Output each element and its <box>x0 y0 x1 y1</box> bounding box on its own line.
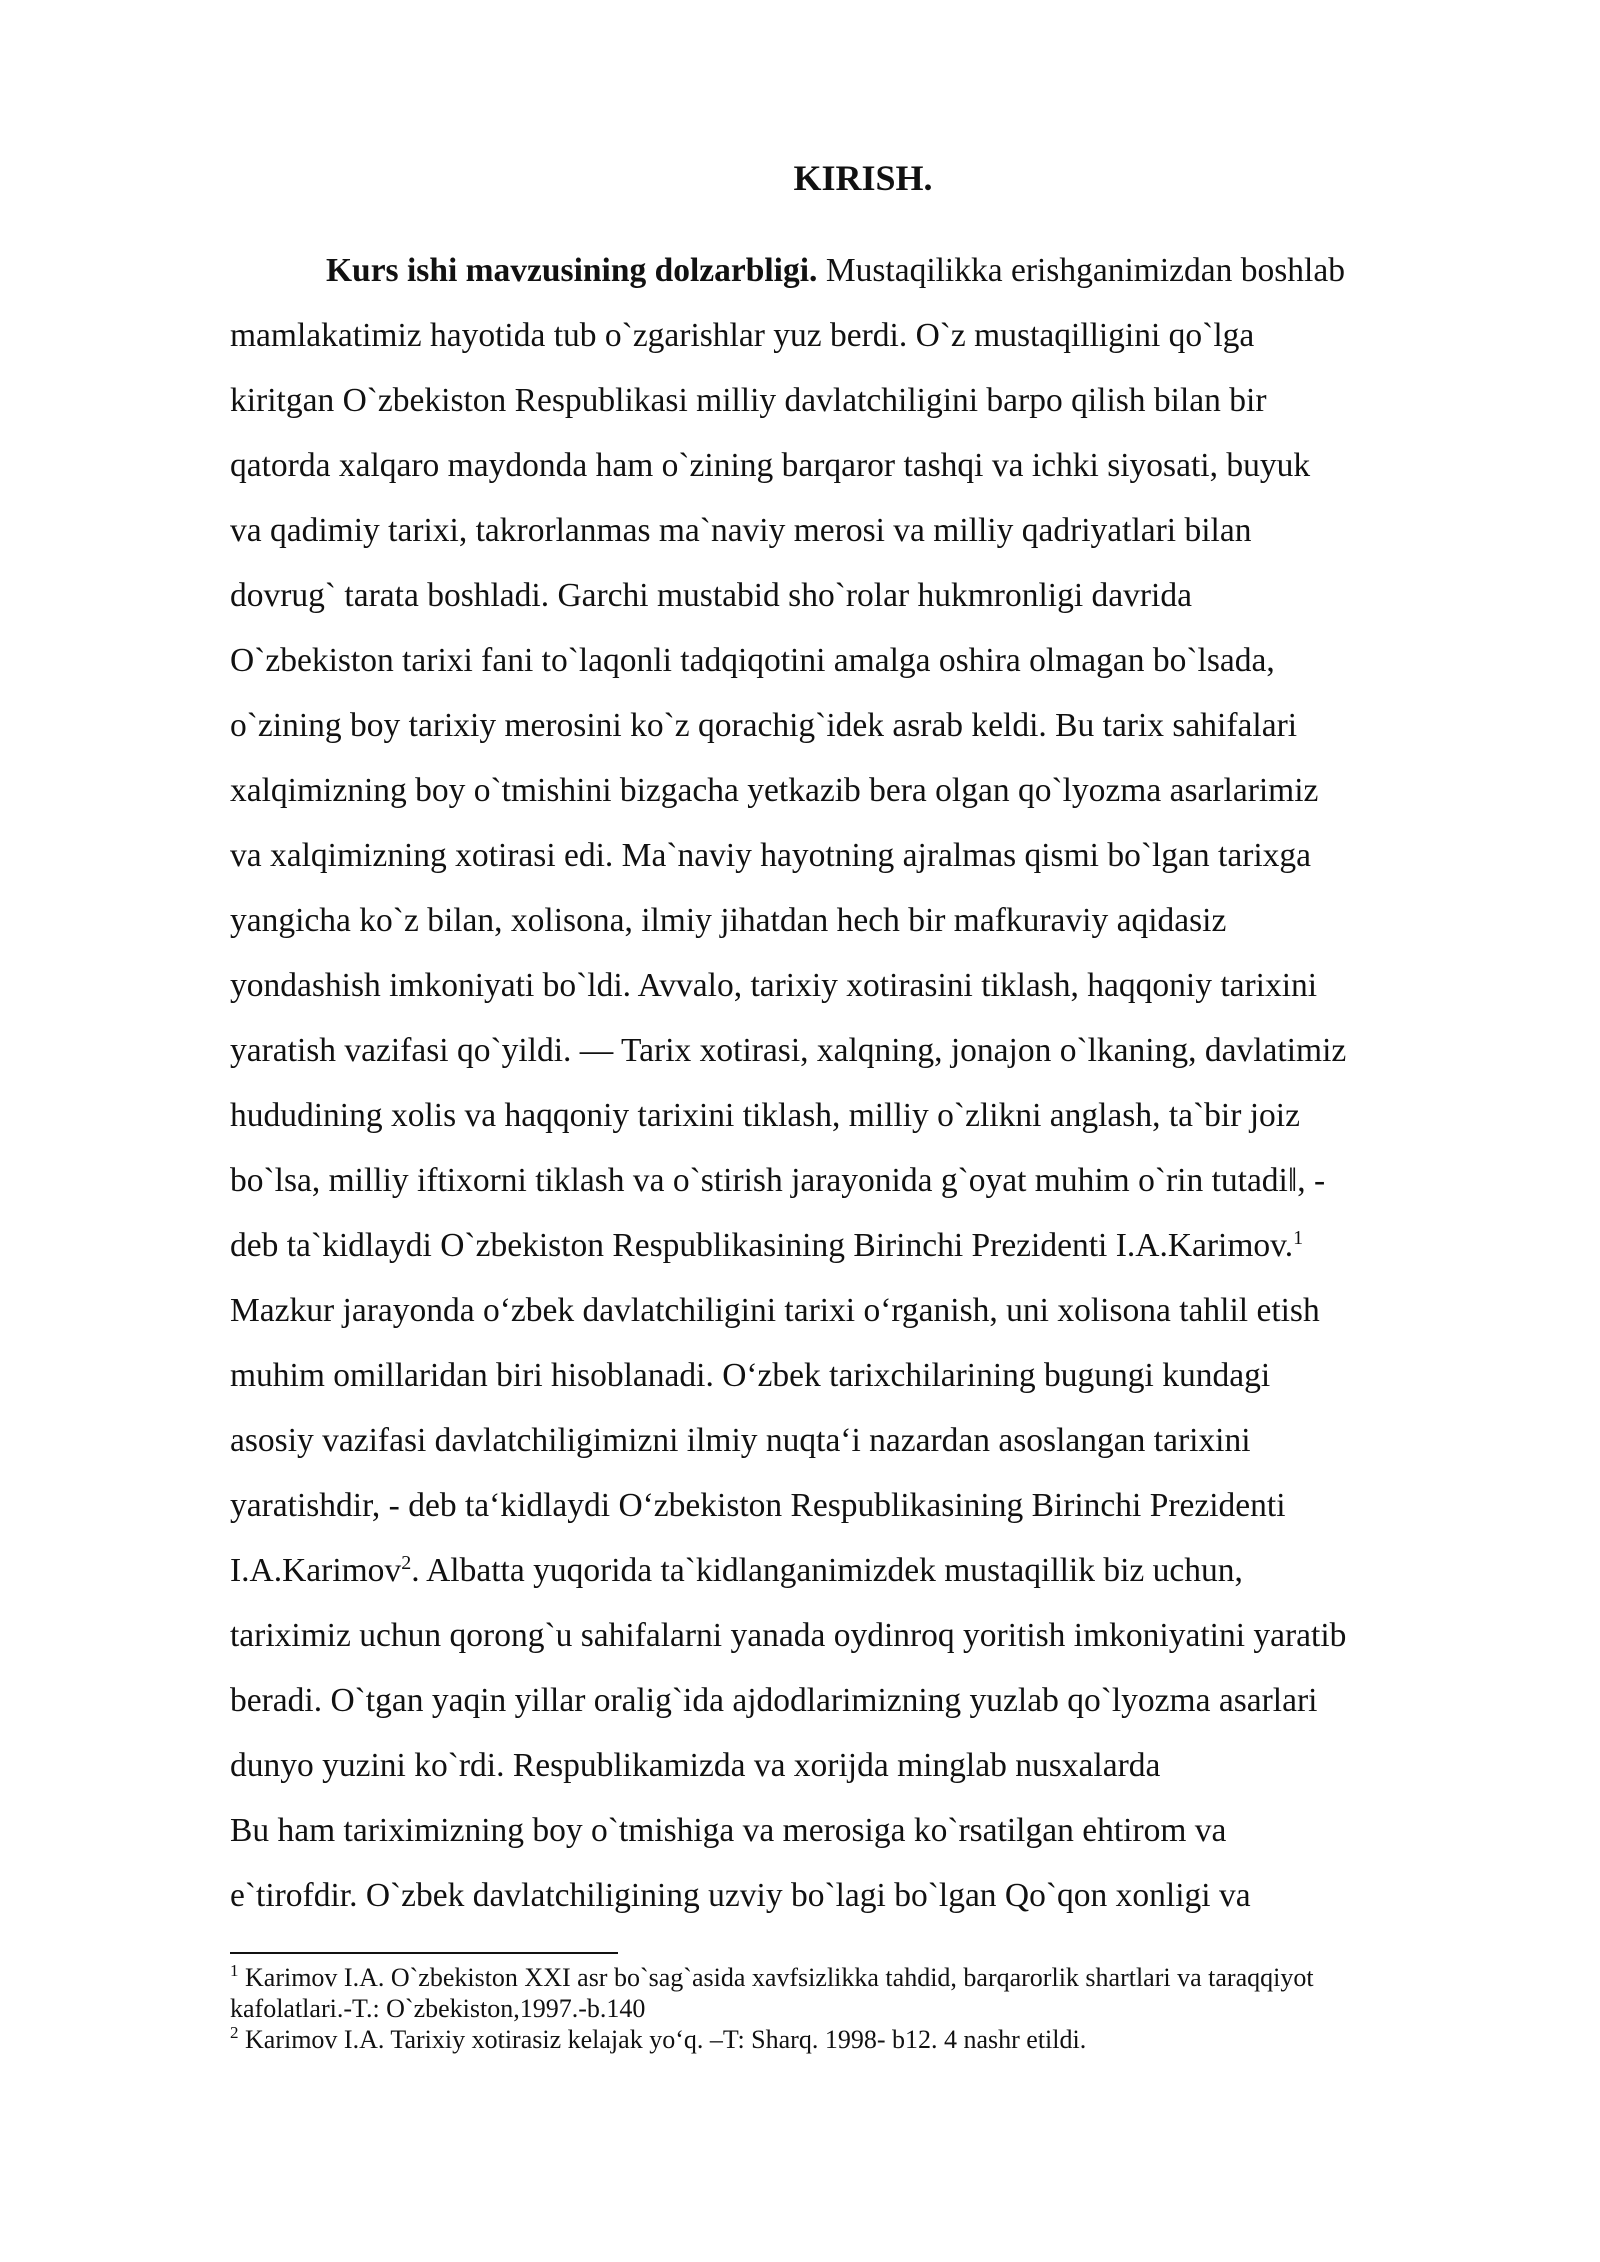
footnote-1-continuation: kafolatlari.-T.: O`zbekiston,1997.-b.140 <box>230 1994 646 2023</box>
paragraph-line: va xalqimizning xotirasi edi. Ma`naviy hayotning ajralmas qismi bo`lgan tarixga <box>230 837 1312 874</box>
paragraph-line <box>230 1222 1303 1270</box>
paragraph-line <box>326 247 1345 295</box>
paragraph-line: kiritgan O`zbekiston Respublikasi milliy davlatchiligini barpo qilish bilan bir <box>230 382 1267 419</box>
paragraph-line <box>230 1547 1243 1595</box>
paragraph-line: o`zining boy tarixiy merosini ko`z qorachig`idek asrab keldi. Bu tarix sahifalari <box>230 707 1298 744</box>
paragraph-line: yaratish vazifasi qo`yildi. ― Tarix xotirasi, xalqning, jonajon o`lkaning, davlatimiz <box>230 1032 1347 1069</box>
paragraph-line: va qadimiy tarixi, takrorlanmas ma`naviy merosi va milliy qadriyatlari bilan <box>230 512 1252 549</box>
paragraph-line: beradi. O`tgan yaqin yillar oralig`ida ajdodlarimizning yuzlab qo`lyozma asarlari <box>230 1682 1318 1719</box>
paragraph-line-text: . Albatta yuqorida ta`kidlanganimizdek mustaqillik biz uchun, <box>411 1552 1243 1589</box>
paragraph-line: tariximiz uchun qorong`u sahifalarni yanada oydinroq yoritish imkoniyatini yaratib <box>230 1617 1347 1654</box>
paragraph-line-text: deb ta`kidlaydi O`zbekiston Respublikasining Birinchi Prezidenti I.A.Karimov. <box>230 1227 1294 1264</box>
paragraph-line: yondashish imkoniyati bo`ldi. Avvalo, tarixiy xotirasini tiklash, haqqoniy tarixini <box>230 967 1318 1004</box>
footnote-1-text: Karimov I.A. O`zbekiston XXI asr bo`sag`asida xavfsizlikka tahdid, barqarorlik shartlari va taraqqiyot <box>238 1963 1314 1992</box>
paragraph-line: e`tirofdir. O`zbek davlatchiligining uzviy bo`lagi bo`lgan Qo`qon xonligi va <box>230 1877 1251 1914</box>
paragraph-line: dunyo yuzini ko`rdi. Respublikamizda va xorijda minglab nusxalarda <box>230 1747 1161 1784</box>
paragraph-line: hududining xolis va haqqoniy tarixini tiklash, milliy o`zlikni anglash, ta`bir joiz <box>230 1097 1300 1134</box>
paragraph-line: mamlakatimiz hayotida tub o`zgarishlar yuz berdi. O`z mustaqilligini qo`lga <box>230 317 1255 354</box>
paragraph-line: xalqimizning boy o`tmishini bizgacha yetkazib bera olgan qo`lyozma asarlarimiz <box>230 772 1319 809</box>
paragraph-line: qatorda xalqaro maydonda ham o`zining barqaror tashqi va ichki siyosati, buyuk <box>230 447 1311 484</box>
paragraph-line: Bu ham tariximizning boy o`tmishiga va merosiga ko`rsatilgan ehtirom va <box>230 1812 1227 1849</box>
paragraph-line: yangicha ko`z bilan, xolisona, ilmiy jihatdan hech bir mafkuraviy aqidasiz <box>230 902 1227 939</box>
footnote-ref-2[interactable]: 2 <box>401 1551 412 1574</box>
paragraph-line: bo`lsa, milliy iftixorni tiklash va o`stirish jarayonida g`oyat muhim o`rin tutadi‖, - <box>230 1162 1326 1199</box>
footnote-2-marker: 2 <box>230 2023 239 2043</box>
paragraph-line: asosiy vazifasi davlatchiligimizni ilmiy nuqta‘i nazardan asoslangan tarixini <box>230 1422 1251 1459</box>
footnote-2 <box>230 2024 1086 2056</box>
paragraph-line: dovrug` tarata boshladi. Garchi mustabid sho`rolar hukmronligi davrida <box>230 577 1192 614</box>
paragraph-line-text: I.A.Karimov <box>230 1552 402 1589</box>
page-title: KIRISH. <box>793 158 933 198</box>
footnote-1 <box>230 1962 1314 1994</box>
paragraph-line: muhim omillaridan biri hisoblanadi. O‘zbek tarixchilarining bugungi kundagi <box>230 1357 1271 1394</box>
footnote-1-marker: 1 <box>230 1961 239 1981</box>
footnote-separator <box>230 1952 618 1954</box>
paragraph-line: O`zbekiston tarixi fani to`laqonli tadqiqotini amalga oshira olmagan bo`lsada, <box>230 642 1275 679</box>
footnote-2-text: Karimov I.A. Tarixiy xotirasiz kelajak yo‘q. –T: Sharq. 1998- b12. 4 nashr etildi. <box>238 2025 1087 2054</box>
paragraph-line: yaratishdir, - deb ta‘kidlaydi O‘zbekiston Respublikasining Birinchi Prezidenti <box>230 1487 1286 1524</box>
paragraph-lead-bold: Kurs ishi mavzusining dolzarbligi. <box>326 252 818 289</box>
paragraph-line: Mazkur jarayonda o‘zbek davlatchiligini tarixi o‘rganish, uni xolisona tahlil etish <box>230 1292 1320 1329</box>
paragraph-line-text: Mustaqilikka erishganimizdan boshlab <box>817 252 1345 289</box>
footnote-ref-1[interactable]: 1 <box>1293 1226 1304 1249</box>
